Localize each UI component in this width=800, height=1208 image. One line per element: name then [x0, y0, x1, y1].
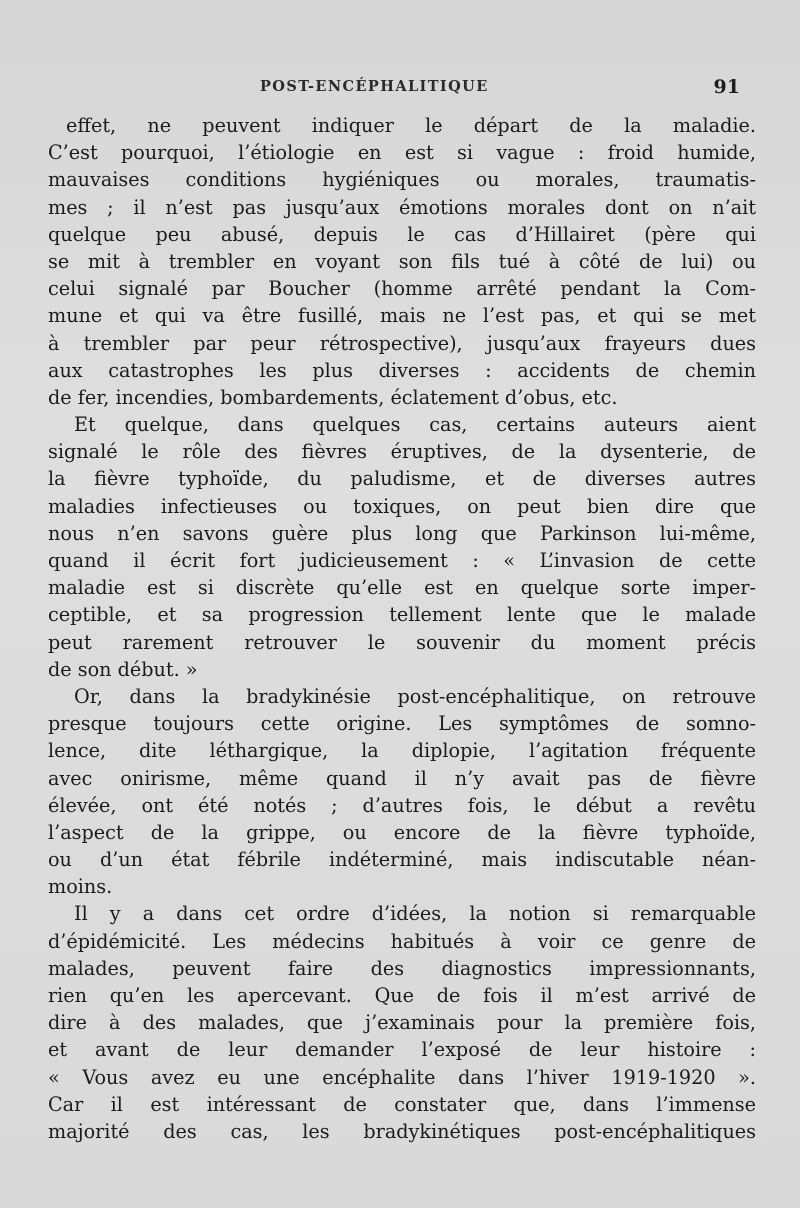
text-line: d’épidémicité. Les médecins habitués à voir ce genre de [48, 929, 756, 953]
text-line: mune et qui va être fusillé, mais ne l’est pas, et qui se met [48, 304, 756, 328]
text-line: de fer, incendies, bombardements, éclatement d’obus, etc. [48, 385, 618, 409]
text-line: dire à des malades, que j’examinais pour la première fois, [48, 1011, 756, 1035]
page-number: 91 [713, 76, 740, 98]
text-line: lence, dite léthargique, la diplopie, l’agitation fréquente [48, 739, 756, 763]
text-line: Et quelque, dans quelques cas, certains auteurs aient [74, 413, 756, 437]
text-line: presque toujours cette origine. Les symptômes de somno- [48, 712, 756, 736]
text-line: se mit à trembler en voyant son fils tué à côté de lui) ou [48, 249, 756, 273]
text-line: de son début. » [48, 657, 198, 681]
running-title: POST-ENCÉPHALITIQUE [260, 78, 489, 95]
text-line: Or, dans la bradykinésie post-encéphalitique, on retrouve [74, 684, 756, 708]
text-line: moins. [48, 875, 113, 899]
text-line: peut rarement retrouver le souvenir du moment précis [48, 630, 756, 654]
text-line: l’aspect de la grippe, ou encore de la fièvre typhoïde, [48, 820, 756, 844]
text-line: nous n’en savons guère plus long que Parkinson lui-même, [48, 521, 756, 545]
text-line: Car il est intéressant de constater que, dans l’immense [48, 1092, 756, 1116]
text-line: effet, ne peuvent indiquer le départ de la maladie. [66, 114, 756, 137]
text-line: signalé le rôle des fièvres éruptives, de la dysenterie, de [48, 440, 756, 464]
text-line: aux catastrophes les plus diverses : accidents de chemin [48, 358, 756, 382]
text-line: avec onirisme, même quand il n’y avait pas de fièvre [48, 766, 756, 790]
text-line: maladies infectieuses ou toxiques, on peut bien dire que [48, 494, 756, 518]
text-line: C’est pourquoi, l’étiologie en est si vague : froid humide, [48, 141, 756, 165]
text-line: majorité des cas, les bradykinétiques post-encéphalitiques [48, 1119, 756, 1143]
text-line: celui signalé par Boucher (homme arrêté pendant la Com- [48, 277, 756, 301]
text-line: Il y a dans cet ordre d’idées, la notion si remarquable [74, 902, 756, 926]
text-line: malades, peuvent faire des diagnostics impressionnants, [48, 956, 756, 980]
text-line: quand il écrit fort judicieusement : « L’invasion de cette [48, 549, 756, 572]
text-line: élevée, ont été notés ; d’autres fois, le début a revêtu [48, 793, 756, 817]
text-line: ou d’un état fébrile indéterminé, mais indiscutable néan- [48, 848, 756, 872]
running-head [48, 76, 748, 102]
text-line: quelque peu abusé, depuis le cas d’Hillairet (père qui [48, 222, 756, 246]
text-line: à trembler par peur rétrospective), jusqu’aux frayeurs dues [48, 331, 756, 355]
text-line: mes ; il n’est pas jusqu’aux émotions morales dont on n’ait [48, 195, 756, 219]
text-line: et avant de leur demander l’exposé de leur histoire : [48, 1038, 756, 1062]
text-line: maladie est si discrète qu’elle est en quelque sorte imper- [48, 576, 756, 600]
body-text [48, 112, 756, 1145]
text-line: rien qu’en les apercevant. Que de fois il m’est arrivé de [48, 984, 756, 1007]
text-line: ceptible, et sa progression tellement lente que le malade [48, 603, 756, 627]
text-line: la fièvre typhoïde, du paludisme, et de diverses autres [48, 467, 756, 491]
text-line: « Vous avez eu une encéphalite dans l’hiver 1919-1920 ». [48, 1065, 756, 1089]
text-line: mauvaises conditions hygiéniques ou morales, traumatis- [48, 168, 756, 192]
